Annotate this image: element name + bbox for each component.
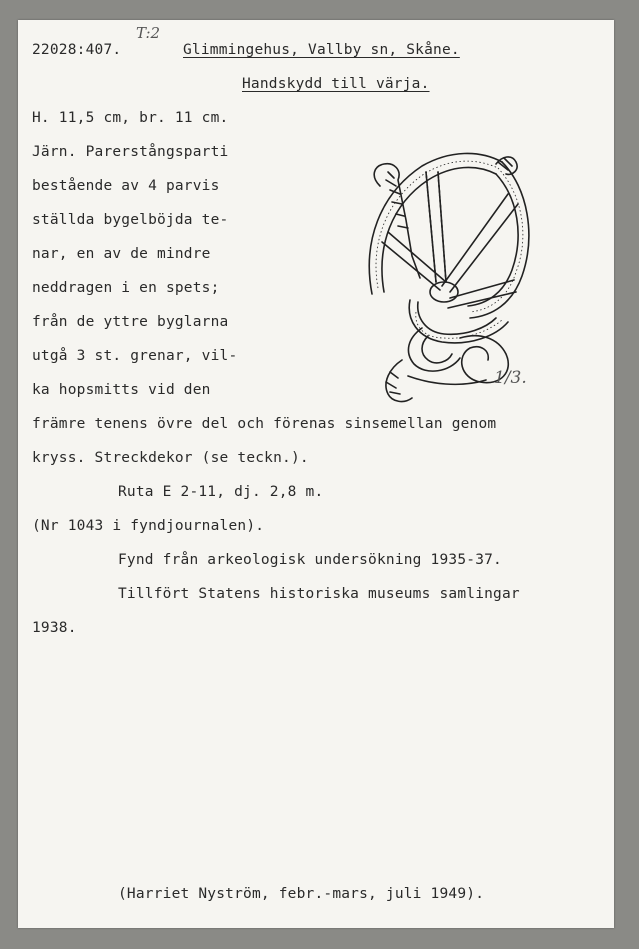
description-line: utgå 3 st. grenar, vil- [32,348,238,364]
description-line: (Nr 1043 i fyndjournalen). [32,518,265,534]
description-line: Fynd från arkeologisk undersökning 1935-37. [118,552,502,568]
description-line: från de yttre byglarna [32,314,229,330]
find-location: Glimmingehus, Vallby sn, Skåne. [183,42,460,58]
description-line: H. 11,5 cm, br. 11 cm. [32,110,229,126]
description-line: främre tenens övre del och förenas sinsemellan genom [32,416,497,432]
description-line: kryss. Streckdekor (se teckn.). [32,450,309,466]
description-line: ka hopsmitts vid den [32,382,211,398]
description-line: neddragen i en spets; [32,280,220,296]
handwritten-annotation: T:2 [136,24,161,42]
description-line: nar, en av de mindre [32,246,211,262]
description-line: Tillfört Statens historiska museums samlingar [118,586,520,602]
scale-label: 1/3. [494,368,527,388]
catalog-number: 22028:407. [32,42,122,58]
author-credit: (Harriet Nyström, febr.-mars, juli 1949). [118,886,485,902]
description-line: bestående av 4 parvis [32,178,220,194]
description-line: Ruta E 2-11, dj. 2,8 m. [118,484,324,500]
description-line: ställda bygelböjda te- [32,212,229,228]
object-title: Handskydd till värja. [242,76,430,92]
description-line: 1938. [32,620,77,636]
catalog-card [18,20,614,928]
description-line: Järn. Parerstångsparti [32,144,229,160]
